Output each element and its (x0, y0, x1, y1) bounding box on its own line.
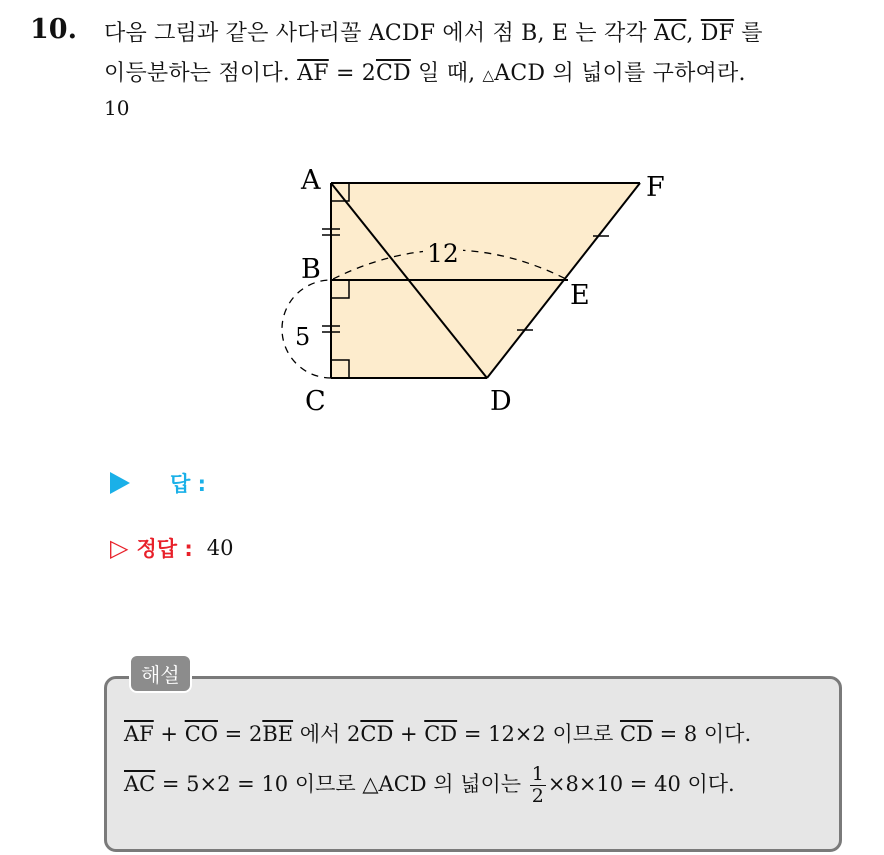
segment-ac: $\overline{AC}$ (654, 21, 687, 46)
correct-answer-label: 정답 : (136, 537, 193, 561)
solution-line2: $\overline{AC} = 5\times 2 = 10$ 이므로 △ACD 의 넓이는 $\frac{1}{2}$ ×8×10 = 40 이다. (124, 763, 735, 807)
question-text-line1: 다음 그림과 같은 사다리꼴 ACDF 에서 점 B, E 는 각각 $\overline{AC}$, $\overline{DF}$ 를 (104, 21, 763, 46)
question-text-line2: 이등분하는 점이다. $\overline{AF} = 2\overline{CD}$ 일 때, △ACD 의 넓이를 구하여라. (104, 61, 746, 86)
label-f: F (646, 172, 665, 203)
outline-triangle-icon: ▷ (110, 534, 129, 562)
answer-label: 답 : (170, 472, 206, 496)
segment-af: $\overline{AF}$ (297, 61, 329, 86)
label-c: C (305, 386, 326, 417)
label-b: B (301, 254, 321, 285)
label-d: D (490, 386, 512, 417)
label-arc-12: 12 (427, 239, 459, 268)
correct-answer-row (110, 533, 233, 563)
question-number: 10. (30, 14, 77, 45)
answer-row (110, 468, 206, 498)
label-e: E (570, 280, 590, 311)
label-a: A (301, 165, 321, 196)
solution-line1: $\overline{AF} + \overline{CO} = 2\overline{BE}$ 에서 $2\overline{CD} + \overline{CD} = 12\times 2$ 이므로 $\overline{CD} = 8$ 이다. (124, 722, 752, 746)
correct-answer-value: 40 (206, 536, 234, 560)
answer-hint: 10 (104, 96, 130, 120)
trapezoid-figure (280, 158, 700, 428)
segment-cd: $\overline{CD}$ (375, 61, 411, 86)
question-text: 다음 그림과 같은 사다리꼴 ACDF 에서 점 B, E 는 각각 (104, 21, 655, 46)
triangle-symbol: △ (482, 66, 495, 84)
filled-triangle-icon (110, 472, 130, 494)
segment-df: $\overline{DF}$ (700, 21, 735, 46)
label-length-5: 5 (295, 323, 311, 351)
solution-tag: 해설 (129, 654, 192, 693)
fraction-one-half: $\frac{1}{2}$ (531, 763, 544, 807)
